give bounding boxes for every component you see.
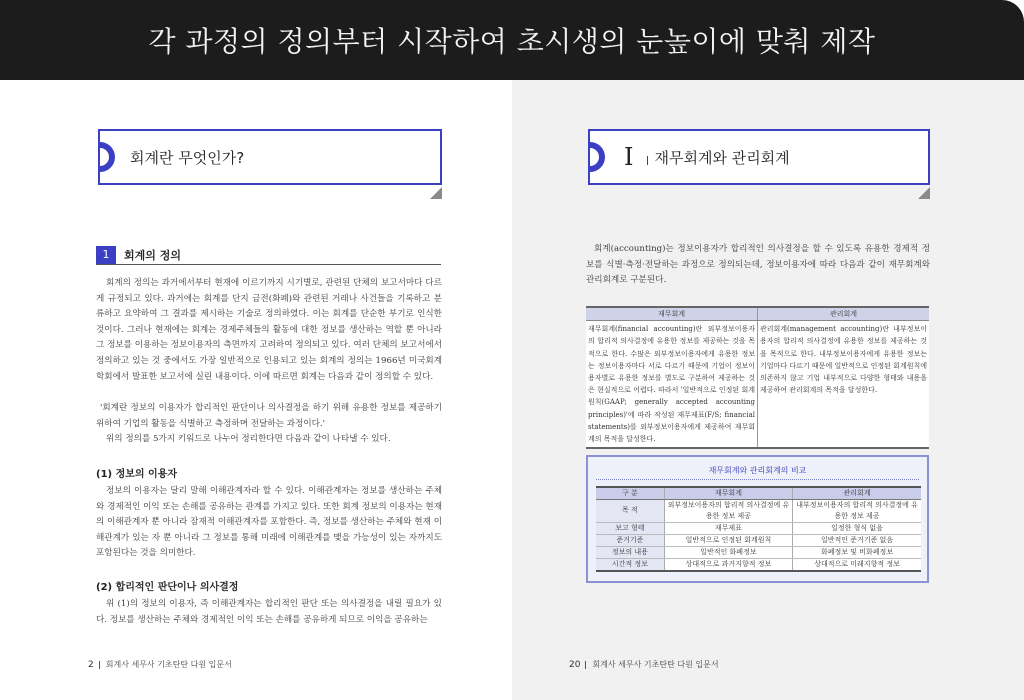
title-separator bbox=[647, 156, 648, 165]
left-page-number: 2 bbox=[88, 659, 94, 670]
table2-cell: 일정한 형식 없음 bbox=[793, 522, 921, 534]
left-page-title: 회계란 무엇인가? bbox=[130, 148, 245, 167]
banner-text: 각 과정의 정의부터 시작하여 초시생의 눈높이에 맞춰 제작 bbox=[148, 25, 876, 58]
table2-cell: 목 적 bbox=[596, 499, 664, 522]
table2-cell: 상대적으로 미래지향적 정보 bbox=[793, 558, 921, 571]
table1-header-financial: 재무회계 bbox=[586, 307, 758, 321]
right-page-number: 20 bbox=[569, 659, 581, 670]
arc-icon bbox=[588, 142, 610, 172]
table2-header: 관리회계 bbox=[793, 487, 921, 499]
right-page-title: 재무회계와 관리회계 bbox=[654, 148, 790, 167]
table2-cell: 보고 형태 bbox=[596, 522, 664, 534]
table2-cell: 일반적으로 인정된 회계원칙 bbox=[664, 534, 792, 546]
table2-header: 재무회계 bbox=[664, 487, 792, 499]
table1-cell-managerial: 관리회계(management accounting)란 내부정보이용자의 합리적 의사결정에 유용한 정보를 제공하는 것을 목적으로 한다. 내부정보이용자에게 유용한 정보는 기업마다 다르기 때문에 일반적으로 인정된 회계원칙에 의존하지 않고 기업 내부적으로 다양한 형태와 내용을 제공하여 관리회계의 목적을 달성한다. bbox=[758, 321, 930, 449]
table2-cell: 일반적인 준거기준 없음 bbox=[793, 534, 921, 546]
subheading-1: (1) 정보의 이용자 bbox=[96, 469, 178, 480]
table2-cell: 재무제표 bbox=[664, 522, 792, 534]
table-row bbox=[596, 522, 921, 534]
table-row bbox=[596, 499, 921, 522]
footer-separator bbox=[585, 661, 586, 669]
roman-numeral: I bbox=[624, 143, 634, 171]
comparison-title: 재무회계와 관리회계의 비교 bbox=[708, 466, 807, 475]
intro-paragraph: 회계(accounting)는 정보이용자가 합리적인 의사결정을 할 수 있도록 유용한 경제적 정보를 식별·측정·전달하는 과정으로 정의되는데, 정보이용자에 따라 다음과 같이 재무회계와 관리회계로 구분된다. bbox=[586, 244, 930, 286]
footer-separator bbox=[99, 661, 100, 669]
title-box-corner bbox=[918, 187, 930, 199]
right-title-box bbox=[588, 129, 930, 185]
financial-vs-managerial-table bbox=[586, 306, 929, 449]
table2-cell: 정보의 내용 bbox=[596, 546, 664, 558]
paragraph-definition: 회계의 정의는 과거에서부터 현재에 이르기까지 시기별로, 관련된 단체의 보고서마다 다르게 규정되고 있다. 과거에는 회계를 단지 금전(화폐)와 관련된 거래나 사건들을 기록하고 분류하고 요약하여 그 결과를 제시하는 기술로 정의하였다. 이는 회계를 단순한 부기로 인식한 것이다. 그러나 현재에는 회계는 경제주체들의 활동에 대한 정보를 생산하는 역할 뿐 아니라 그 정보를 이용하는 정보이용자의 측면까지 고려하여 정의되고 있다. 여러 단체의 보고서에서 정의하고 있는 것 중에서도 가장 일반적으로 인용되고 있는 회계의 정의는 1966년 미국회계학회에서 발표한 보고서에 실린 내용이다. 이에 따르면 회계는 다음과 같이 정의할 수 있다. bbox=[96, 278, 442, 382]
paragraph-sub2: 위 (1)의 정보의 이용자, 즉 이해관계자는 합리적인 판단 또는 의사결정을 내릴 필요가 있다. 정보를 생산하는 주체와 경제적인 이익 또는 손해를 공유하게 되므로 이익을 공유하는 bbox=[96, 599, 442, 625]
paragraph-quote: '회계란 정보의 이용자가 합리적인 판단이나 의사결정을 하기 위해 유용한 정보를 제공하기 위하여 기업의 활동을 식별하고 측정하며 전달하는 과정이다.' bbox=[96, 403, 442, 429]
paragraph-sub1: 정보의 이용자는 달리 말해 이해관계자라 할 수 있다. 이해관계자는 정보를 생산하는 주체와 경제적인 이익 또는 손해를 공유하는 관계를 가지고 있다. 또한 회계 정보의 이용자는 현재의 이해관계자 뿐 아니라 잠재적 이해관계자를 포함한다. 즉, 정보를 생산하는 주체와 현재 이해관계가 있는 자 뿐 아니라 그 정보를 통해 미래에 이해관계를 맺을 가능성이 있는 자까지도 포함된다는 것을 의미한다. bbox=[96, 486, 442, 559]
arc-icon bbox=[98, 142, 120, 172]
table-row bbox=[596, 546, 921, 558]
table2-header: 구 분 bbox=[596, 487, 664, 499]
comparison-table bbox=[596, 486, 921, 572]
paragraph-keywords: 위의 정의를 5가지 키워드로 나누어 정리한다면 다음과 같이 나타낼 수 있다. bbox=[106, 434, 391, 444]
table2-cell: 준거기준 bbox=[596, 534, 664, 546]
section-number: 1 bbox=[96, 246, 116, 264]
section-title: 회계의 정의 bbox=[124, 248, 181, 262]
right-footer bbox=[569, 659, 719, 670]
table2-cell: 외부정보이용자의 합리적 의사결정에 유용한 정보 제공 bbox=[664, 499, 792, 522]
subheading-2: (2) 합리적인 판단이나 의사결정 bbox=[96, 582, 239, 593]
table-row bbox=[596, 558, 921, 571]
table2-cell: 화폐정보 및 비화폐정보 bbox=[793, 546, 921, 558]
left-footer-book: 회계사 세무사 기초탄탄 다원 입문서 bbox=[105, 660, 232, 669]
section-heading bbox=[96, 245, 441, 265]
table1-header-managerial: 관리회계 bbox=[758, 307, 930, 321]
comparison-divider bbox=[596, 479, 919, 480]
comparison-box bbox=[586, 455, 929, 583]
left-title-box bbox=[98, 129, 442, 185]
right-footer-book: 회계사 세무사 기초탄탄 다원 입문서 bbox=[592, 660, 719, 669]
table-row bbox=[596, 534, 921, 546]
table2-cell: 시간적 정보 bbox=[596, 558, 664, 571]
table1-cell-financial: 재무회계(financial accounting)란 외부정보이용자의 합리적 의사결정에 유용한 정보를 제공하는 것을 목적으로 한다. 수많은 외부정보이용자에게 유용한 정보는 정보이용자마다 서로 다르기 때문에 기업이 정보이용자별로 유용한 정보를 별도로 구분하여 제공하는 것은 현실적으로 어렵다. 따라서 '일반적으로 인정된 회계원칙(GAAP; generally accepted accounting principles)'에 따라 작성된 재무제표(F/S; financial statements)를 외부정보이용자에게 제공하여 재무회계의 목적을 달성한다. bbox=[586, 321, 758, 449]
left-footer bbox=[88, 659, 232, 670]
table2-cell: 내부정보이용자의 합리적 의사결정에 유용한 정보 제공 bbox=[793, 499, 921, 522]
table2-cell: 일반적인 화폐정보 bbox=[664, 546, 792, 558]
title-box-corner bbox=[430, 187, 442, 199]
table2-cell: 상대적으로 과거지향적 정보 bbox=[664, 558, 792, 571]
top-banner bbox=[0, 0, 1024, 80]
